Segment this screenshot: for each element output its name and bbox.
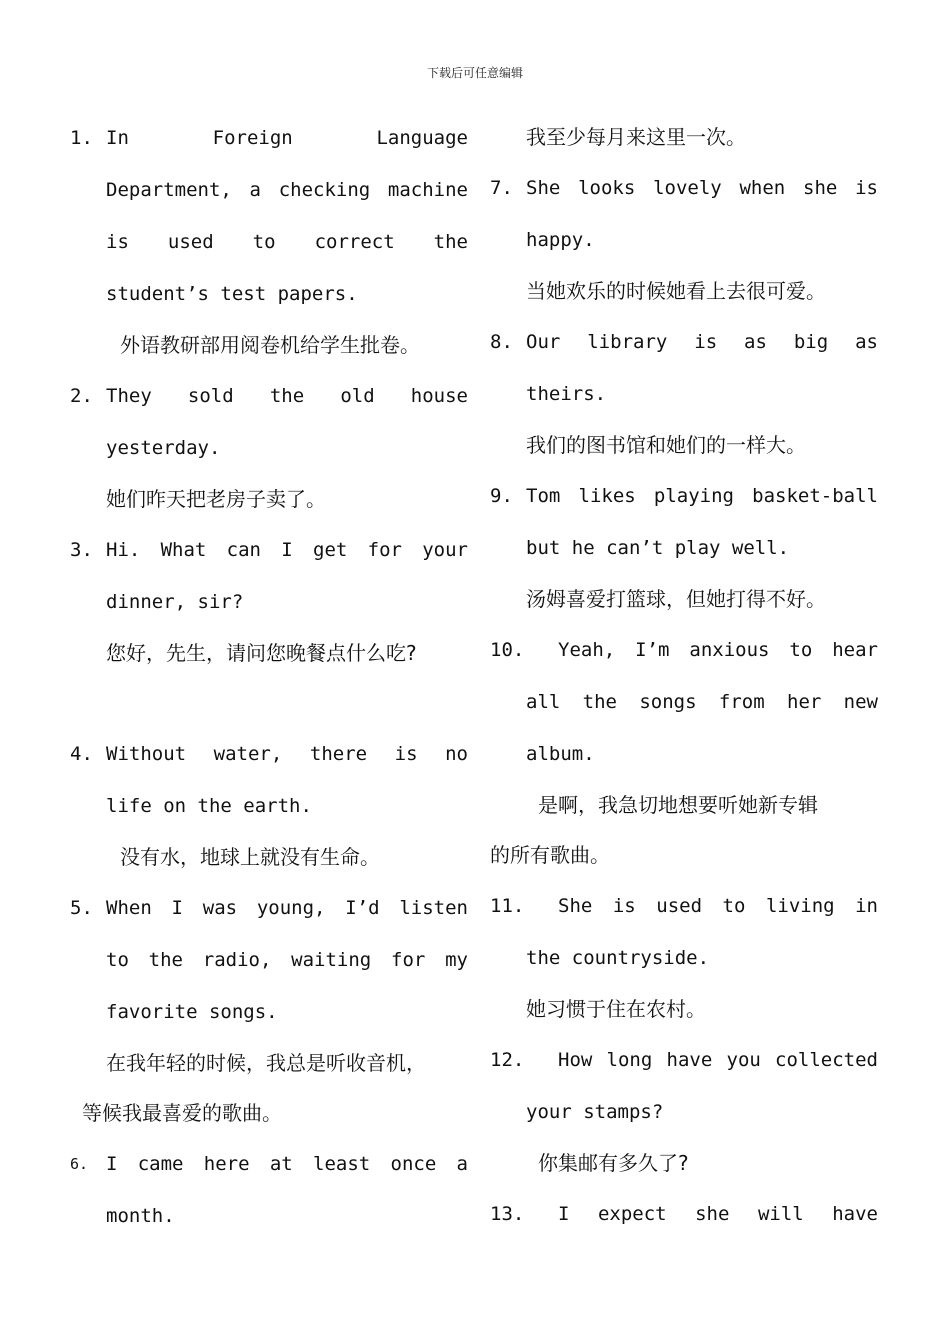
- english-line: Our library is as big as: [526, 331, 878, 353]
- item-number: 3.: [70, 539, 93, 561]
- item-number: 9.: [490, 485, 513, 507]
- sentence-item: [490, 880, 878, 1034]
- item-number: 13.: [490, 1203, 525, 1225]
- chinese-translation: 她习惯于住在农村。: [526, 997, 706, 1021]
- english-line: is used to correct the: [106, 231, 468, 253]
- english-line: They sold the old house: [106, 385, 468, 407]
- english-line: I came here at least once a: [106, 1153, 468, 1175]
- item-number: 12.: [490, 1049, 525, 1071]
- english-line: How long have you collected: [558, 1049, 878, 1071]
- chinese-translation: 您好，先生，请问您晚餐点什么吃?: [106, 641, 417, 665]
- english-line: She looks lovely when she is: [526, 177, 878, 199]
- english-line: album.: [526, 743, 595, 765]
- sentence-item: [70, 728, 468, 882]
- english-line: Without water, there is no: [106, 743, 468, 765]
- chinese-translation: 当她欢乐的时候她看上去很可爱。: [526, 279, 826, 303]
- sentence-item: [490, 470, 878, 624]
- chinese-translation: 等候我最喜爱的歌曲。: [82, 1101, 282, 1125]
- english-line: Tom likes playing basket-ball: [526, 485, 878, 507]
- sentence-item: [490, 1188, 878, 1240]
- english-line: but he can’t play well.: [526, 537, 790, 559]
- english-line: dinner, sir?: [106, 591, 244, 613]
- english-line: favorite songs.: [106, 1001, 278, 1023]
- sentence-item: [490, 112, 878, 162]
- chinese-translation: 我们的图书馆和她们的一样大。: [526, 433, 806, 457]
- english-line: all the songs from her new: [526, 691, 878, 713]
- english-line: Department, a checking machine: [106, 179, 468, 201]
- chinese-translation: 你集邮有多久了?: [538, 1151, 689, 1175]
- sentence-item: [70, 524, 468, 728]
- item-number: 6.: [70, 1155, 89, 1173]
- english-line: yesterday.: [106, 437, 221, 459]
- sentence-item: [70, 112, 468, 370]
- left-column: [70, 112, 468, 1242]
- item-number: 11.: [490, 895, 525, 917]
- sentence-item: [490, 162, 878, 316]
- item-number: 4.: [70, 743, 93, 765]
- item-number: 2.: [70, 385, 93, 407]
- english-line: student’s test papers.: [106, 283, 358, 305]
- item-number: 5.: [70, 897, 93, 919]
- sentence-item: [490, 624, 878, 880]
- english-line: to the radio, waiting for my: [106, 949, 468, 971]
- sentence-item: [70, 1138, 468, 1242]
- sentence-item: [70, 882, 468, 1138]
- english-line: Hi. What can I get for your: [106, 539, 468, 561]
- item-number: 7.: [490, 177, 513, 199]
- english-line: life on the earth.: [106, 795, 312, 817]
- chinese-translation: 的所有歌曲。: [490, 843, 610, 867]
- english-line: your stamps?: [526, 1101, 664, 1123]
- chinese-translation: 她们昨天把老房子卖了。: [106, 487, 326, 511]
- chinese-translation: 在我年轻的时候，我总是听收音机，: [106, 1051, 426, 1075]
- english-line: month.: [106, 1205, 175, 1227]
- right-column: [490, 112, 878, 1240]
- chinese-translation: 外语教研部用阅卷机给学生批卷。: [120, 333, 420, 357]
- sentence-item: [490, 316, 878, 470]
- item-number: 1.: [70, 127, 93, 149]
- page-header: 下载后可任意编辑: [426, 66, 523, 80]
- english-line: theirs.: [526, 383, 607, 405]
- item-number: 8.: [490, 331, 513, 353]
- chinese-translation: 汤姆喜爱打篮球，但她打得不好。: [526, 587, 826, 611]
- sentence-item: [70, 370, 468, 524]
- english-line: When I was young, I’d listen: [106, 897, 468, 919]
- sentence-item: [490, 1034, 878, 1188]
- english-line: the countryside.: [526, 947, 710, 969]
- english-line: She is used to living in: [558, 895, 878, 917]
- chinese-translation: 是啊，我急切地想要听她新专辑: [538, 793, 818, 817]
- english-line: In Foreign Language: [106, 127, 468, 149]
- english-line: I expect she will have: [558, 1203, 878, 1225]
- item-number: 10.: [490, 639, 525, 661]
- english-line: happy.: [526, 229, 595, 251]
- chinese-translation: 没有水，地球上就没有生命。: [120, 845, 380, 869]
- chinese-translation: 我至少每月来这里一次。: [526, 125, 746, 149]
- english-line: Yeah, I’m anxious to hear: [558, 639, 878, 661]
